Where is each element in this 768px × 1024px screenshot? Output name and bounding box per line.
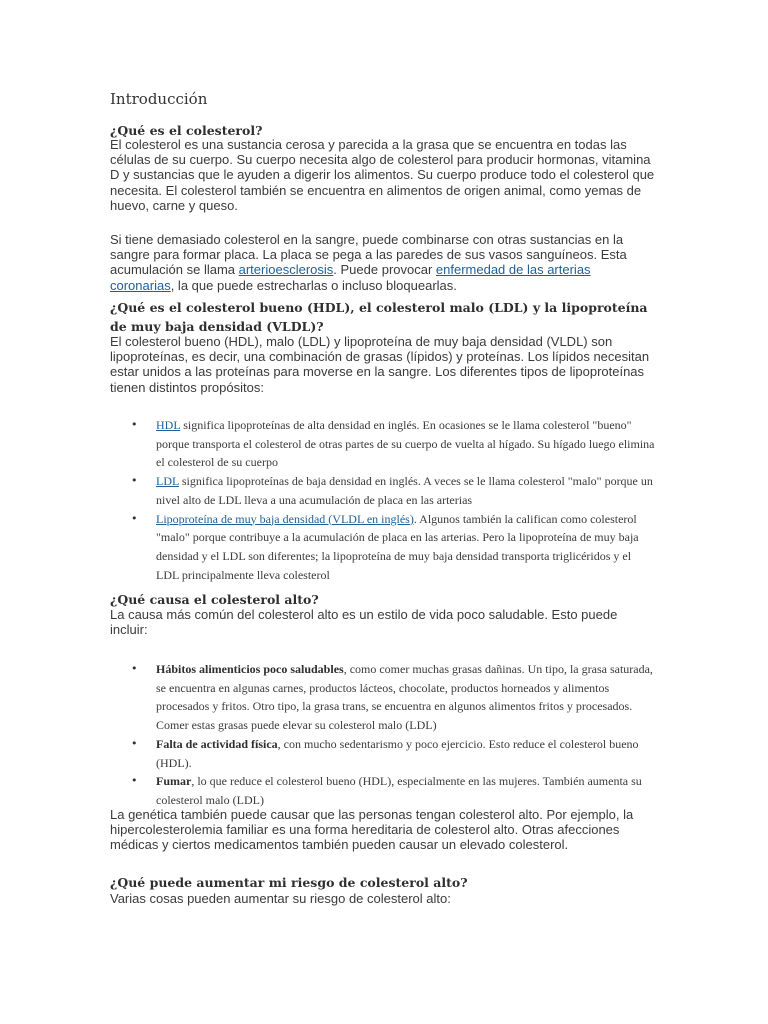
heading-hdl-ldl-vldl: ¿Qué es el colesterol bueno (HDL), el colesterol malo (LDL) y la lipoproteína de muy baja densidad (VLDL)? <box>110 300 648 334</box>
list-item-vldl <box>110 510 655 585</box>
paragraph-risk-intro: Varias cosas pueden aumentar su riesgo de colesterol alto: <box>110 891 451 906</box>
list-item-diet <box>110 660 655 735</box>
heading-risk: ¿Qué puede aumentar mi riesgo de colesterol alto? <box>110 875 468 890</box>
heading-causes: ¿Qué causa el colesterol alto? <box>110 592 319 607</box>
list-item-text: , como comer muchas grasas dañinas. Un tipo, la grasa saturada, se encuentra en algunas carnes, productos lácteos, chocolate, productos horneados y alimentos procesados y fritos. Otro tipo, la grasa trans, se encuentra en algunos alimentos fritos y procesados. Comer estas grasas puede elevar su colesterol malo (LDL) <box>156 662 653 733</box>
heading-what-is-cholesterol: ¿Qué es el colesterol? <box>110 123 263 138</box>
paragraph-lipoproteins: El colesterol bueno (HDL), malo (LDL) y lipoproteína de muy baja densidad (VLDL) son lipoproteínas, es decir, una combinación de grasas (lípidos) y proteínas. Los lípidos necesitan estar unidos a las proteínas para moverse en la sangre. Los diferentes tipos de lipoproteínas tienen distintos propósitos: <box>110 334 650 395</box>
causes-list <box>110 660 655 810</box>
list-item-ldl <box>110 472 655 509</box>
list-item-text: , con mucho sedentarismo y poco ejercicio. Esto reduce el colesterol bueno (HDL). <box>156 736 639 770</box>
paragraph-plaque <box>110 232 658 293</box>
link-hdl[interactable]: HDL <box>156 418 181 432</box>
list-item-hdl <box>110 416 655 472</box>
paragraph-cholesterol-definition: El colesterol es una sustancia cerosa y parecida a la grasa que se encuentra en todas las células de su cuerpo. Su cuerpo necesita algo de colesterol para producir hormonas, vitamina D y sustancias que le ayuden a digerir los alimentos. Su cuerpo produce todo el colesterol que necesita. El colesterol también se encuentra en alimentos de origen animal, como yemas de huevo, carne y queso. <box>110 137 655 213</box>
link-ldl[interactable]: LDL <box>156 474 179 489</box>
text-fragment: Si tiene demasiado colesterol en la sangre, puede combinarse con otras sustancias en la sangre para formar placa. La placa se pega a las paredes de sus vasos sanguíneos. Esta acumulación se llama <box>110 232 627 278</box>
list-item-bold: Hábitos alimenticios poco saludables <box>156 662 344 676</box>
link-coronary-artery-disease[interactable]: enfermedad de las arterias coronarias <box>110 262 591 293</box>
list-item-bold: Falta de actividad física <box>156 736 278 751</box>
section-title: Introducción <box>110 90 208 108</box>
link-vldl[interactable]: Lipoproteína de muy baja densidad (VLDL en inglés) <box>156 511 414 526</box>
list-item-text: , lo que reduce el colesterol bueno (HDL), especialmente en las mujeres. También aumenta su colesterol malo (LDL) <box>156 774 642 807</box>
list-item-text: . Algunos también la califican como colesterol "malo" porque contribuye a la acumulación de placa en las arterias. Pero la lipoproteína de muy baja densidad y el LDL son diferentes; la lipoproteína de muy baja densidad transporta triglicéridos y el LDL principalmente lleva colesterol <box>156 511 639 582</box>
list-item-activity <box>110 735 655 772</box>
list-item-text: significa lipoproteínas de alta densidad en inglés. En ocasiones se le llama colesterol "bueno" porque transporta el colesterol de otras partes de su cuerpo de vuelta al hígado. Su hígado luego elimina el colesterol de su cuerpo <box>156 418 655 470</box>
list-item-text: significa lipoproteínas de baja densidad en inglés. A veces se le llama colesterol "malo" porque un nivel alto de LDL lleva a una acumulación de placa en las arterias <box>156 474 653 507</box>
text-fragment: , la que puede estrecharlas o incluso bloquearlas. <box>170 277 457 293</box>
list-item-smoking <box>110 772 655 809</box>
lipoprotein-list <box>110 416 655 584</box>
paragraph-genetics: La genética también puede causar que las personas tengan colesterol alto. Por ejemplo, la hipercolesterolemia familiar es una forma hereditaria de colesterol alto. Otras afecciones médicas y ciertos medicamentos también pueden causar un elevado colesterol. <box>110 807 634 853</box>
list-item-bold: Fumar <box>156 774 192 789</box>
paragraph-causes-intro: La causa más común del colesterol alto es un estilo de vida poco saludable. Esto puede incluir: <box>110 607 618 638</box>
text-fragment: . Puede provocar <box>333 262 436 278</box>
link-arterioesclerosis[interactable]: arterioesclerosis <box>238 262 334 278</box>
